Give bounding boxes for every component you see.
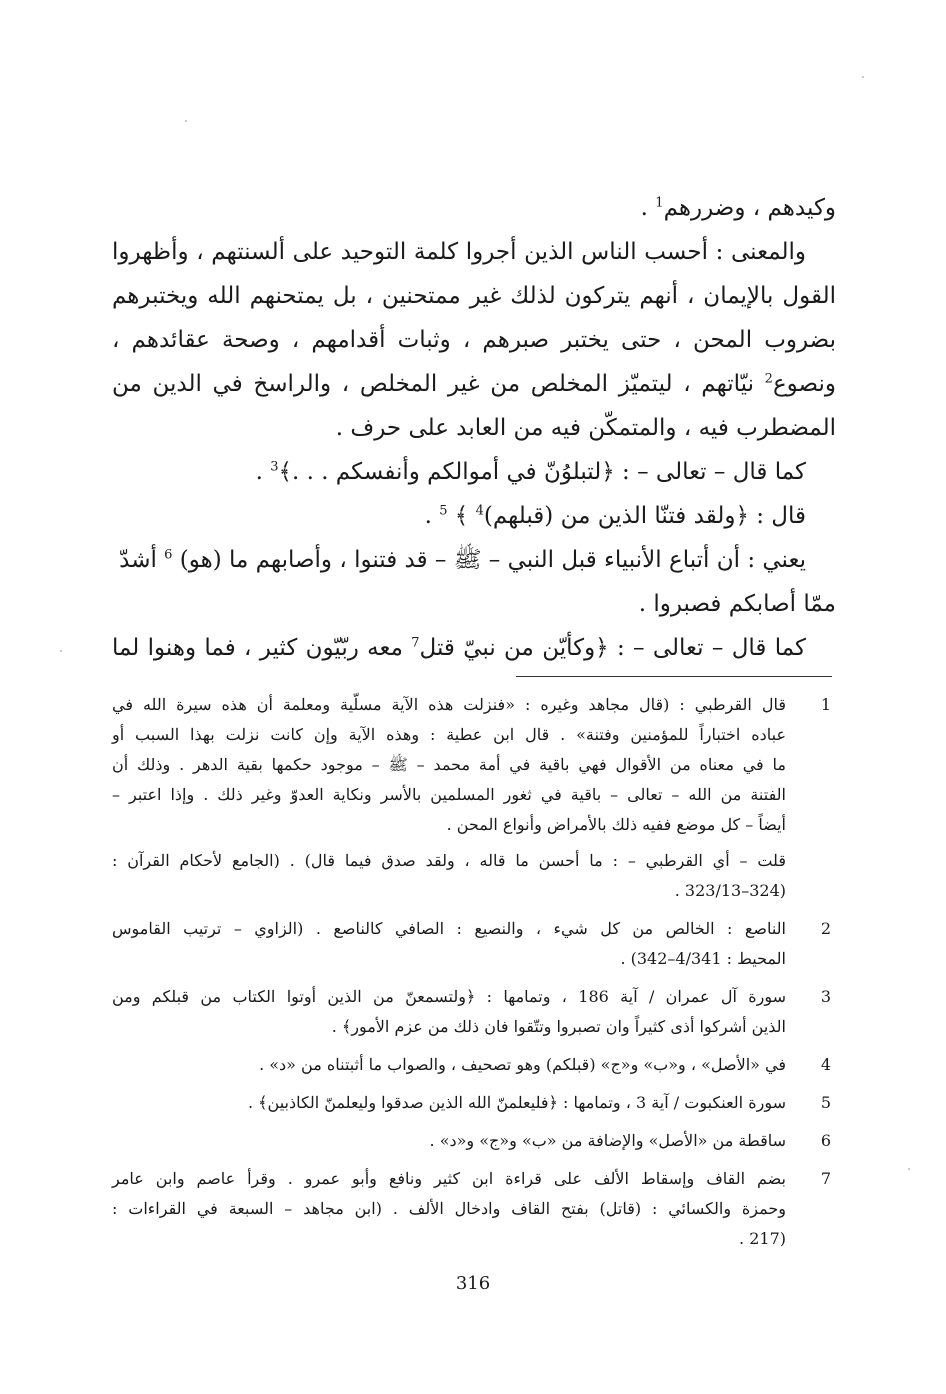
footnote-1: [112, 690, 836, 906]
body-line-9: يعني : أن أتباع الأنبياء قبل النبي – ﷺ – قد فتنوا ، وأصابهم ما (هو) $^6$ أشدّ: [119, 547, 806, 573]
footnote-line: وحمزة والكسائي : (قاتل) بفتح القاف وادخال الألف . (ابن مجاهد – السبعة في القراءات :: [112, 1199, 786, 1218]
footnote-line: ما في معناه من الأقوال فهي باقية في أمة محمد – ﷺ – موجود حكمها بقية الدهر . وذلك أن: [112, 755, 786, 774]
footnote-ref: 3: [270, 459, 279, 475]
footnote-3: [112, 982, 836, 1042]
body-line-6: المضطرب فيه ، والمتمكّن فيه من العابد على حرف .: [335, 415, 836, 441]
footnote-line: الذين أشركوا أذى كثيراً وان تصبروا وتتّقوا فان ذلك من عزم الأمور﴾ .: [331, 1017, 786, 1036]
scan-speck: [60, 650, 62, 652]
footnote-line: الفتنة من الله – تعالى – باقية في ثغور المسلمين بالأسر ونكاية العدوّ وغير ذلك . وإذا اعتبر –: [112, 785, 786, 804]
footnote-number: 6: [820, 1131, 832, 1150]
footnote-line: بضم القاف وإسقاط الألف على قراءة ابن كثير ونافع وأبو عمرو . وقرأ عاصم وابن عامر: [112, 1169, 787, 1188]
footnote-number: 5: [820, 1093, 832, 1112]
footnote-ref: 1: [655, 195, 664, 211]
footnote-7: [112, 1164, 836, 1254]
scan-speck: [908, 1168, 910, 1170]
footnote-4: [112, 1050, 836, 1080]
footnote-ref: 7: [411, 635, 420, 651]
body-line-1: وكيدهم ، وضررهم$^1$ .: [640, 195, 836, 221]
footnote-line: قلت – أي القرطبي – : ما أحسن ما قاله ، ولقد صدق فيما قال) . (الجامع لأحكام القرآن :: [112, 851, 786, 870]
body-line-5: ونصوع$^2$ نيّاتهم ، ليتميّز المخلص من غير المخلص ، والراسخ في الدين من: [112, 371, 837, 397]
scan-speck: [862, 76, 864, 78]
body-line-8: قال : ﴿ولقد فتنّا الذين من (قبلهم)$^4$ ﴾ $^5$ .: [424, 503, 806, 529]
body-line-3: القول بالإيمان ، أنهم يتركون لذلك غير ممتحنين ، بل يمتحنهم الله ويختبرهم: [112, 283, 836, 309]
page-number: 316: [455, 1273, 491, 1294]
footnote-line: قال القرطبي : (قال مجاهد وغيره : «فنزلت هذه الآية مسلّية ومعلمة أن هذه سيرة الله في: [112, 695, 786, 714]
footnote-line: سورة آل عمران / آية 186 ، وتمامها : ﴿ولتسمعنّ من الذين أوتوا الكتاب من قبلكم ومن: [112, 987, 786, 1006]
footnote-line: المحيط : 4/341–342) .: [620, 949, 786, 968]
footnote-2: [112, 914, 836, 974]
footnote-line: أيضاً – كل موضع ففيه ذلك بالأمراض وأنواع المحن .: [446, 815, 786, 834]
footnote-number: 2: [820, 919, 832, 938]
footnote-number: 7: [820, 1169, 832, 1188]
body-line-2: والمعنى : أحسب الناس الذين أجروا كلمة التوحيد على ألسنتهم ، وأظهروا: [112, 239, 806, 265]
footnote-5: [112, 1088, 836, 1118]
footnote-line: ساقطة من «الأصل» والإضافة من «ب» و«ج» و«د» .: [429, 1131, 786, 1150]
footnote-line: (324–323/13 .: [674, 881, 786, 900]
body-line-11: كما قال – تعالى – : ﴿وكأيّن من نبيّ قتل$^7$ معه ربّيّون كثير ، فما وهنوا لما: [112, 635, 806, 661]
scan-speck: [185, 120, 187, 122]
body-line-4: بضروب المحن ، حتى يختبر صبرهم ، وثبات أقدامهم ، وصحة عقائدهم ،: [112, 327, 836, 353]
footnote-ref: 2: [764, 371, 773, 387]
footnote-number: 4: [820, 1055, 832, 1074]
footnote-line: في «الأصل» ، و«ب» و«ج» (قبلكم) وهو تصحيف ، والصواب ما أثبتناه من «د» .: [259, 1055, 786, 1074]
footnote-separator: [516, 676, 832, 677]
footnotes: [112, 690, 836, 1262]
footnote-ref: 6: [164, 547, 173, 563]
footnote-line: الناصع : الخالص من كل شيء ، والنصيع : الصافي كالناصع . (الزاوي – ترتيب القاموس: [112, 919, 786, 938]
footnote-ref: 5: [439, 503, 448, 519]
footnote-number: 1: [820, 695, 832, 714]
footnote-6: [112, 1126, 836, 1156]
footnote-ref: 4: [475, 503, 484, 519]
body-line-10: ممّا أصابكم فصبروا .: [638, 591, 836, 617]
footnote-line: (217 .: [739, 1229, 786, 1248]
main-text: [112, 186, 836, 670]
footnote-line: عباده اختباراً للمؤمنين وفتنة» . قال ابن عطية : وهذه الآية وإن كانت نزلت بهذا السبب أو: [112, 725, 786, 744]
body-line-7: كما قال – تعالى – : ﴿لتبلوُنّ في أموالكم وأنفسكم . . .﴾$^3$ .: [255, 459, 806, 485]
footnote-line: سورة العنكبوت / آية 3 ، وتمامها : ﴿فليعلمنّ الله الذين صدقوا وليعلمنّ الكاذبين﴾ .: [247, 1093, 786, 1112]
footnote-paragraph: [112, 846, 786, 906]
footnote-number: 3: [820, 987, 832, 1006]
